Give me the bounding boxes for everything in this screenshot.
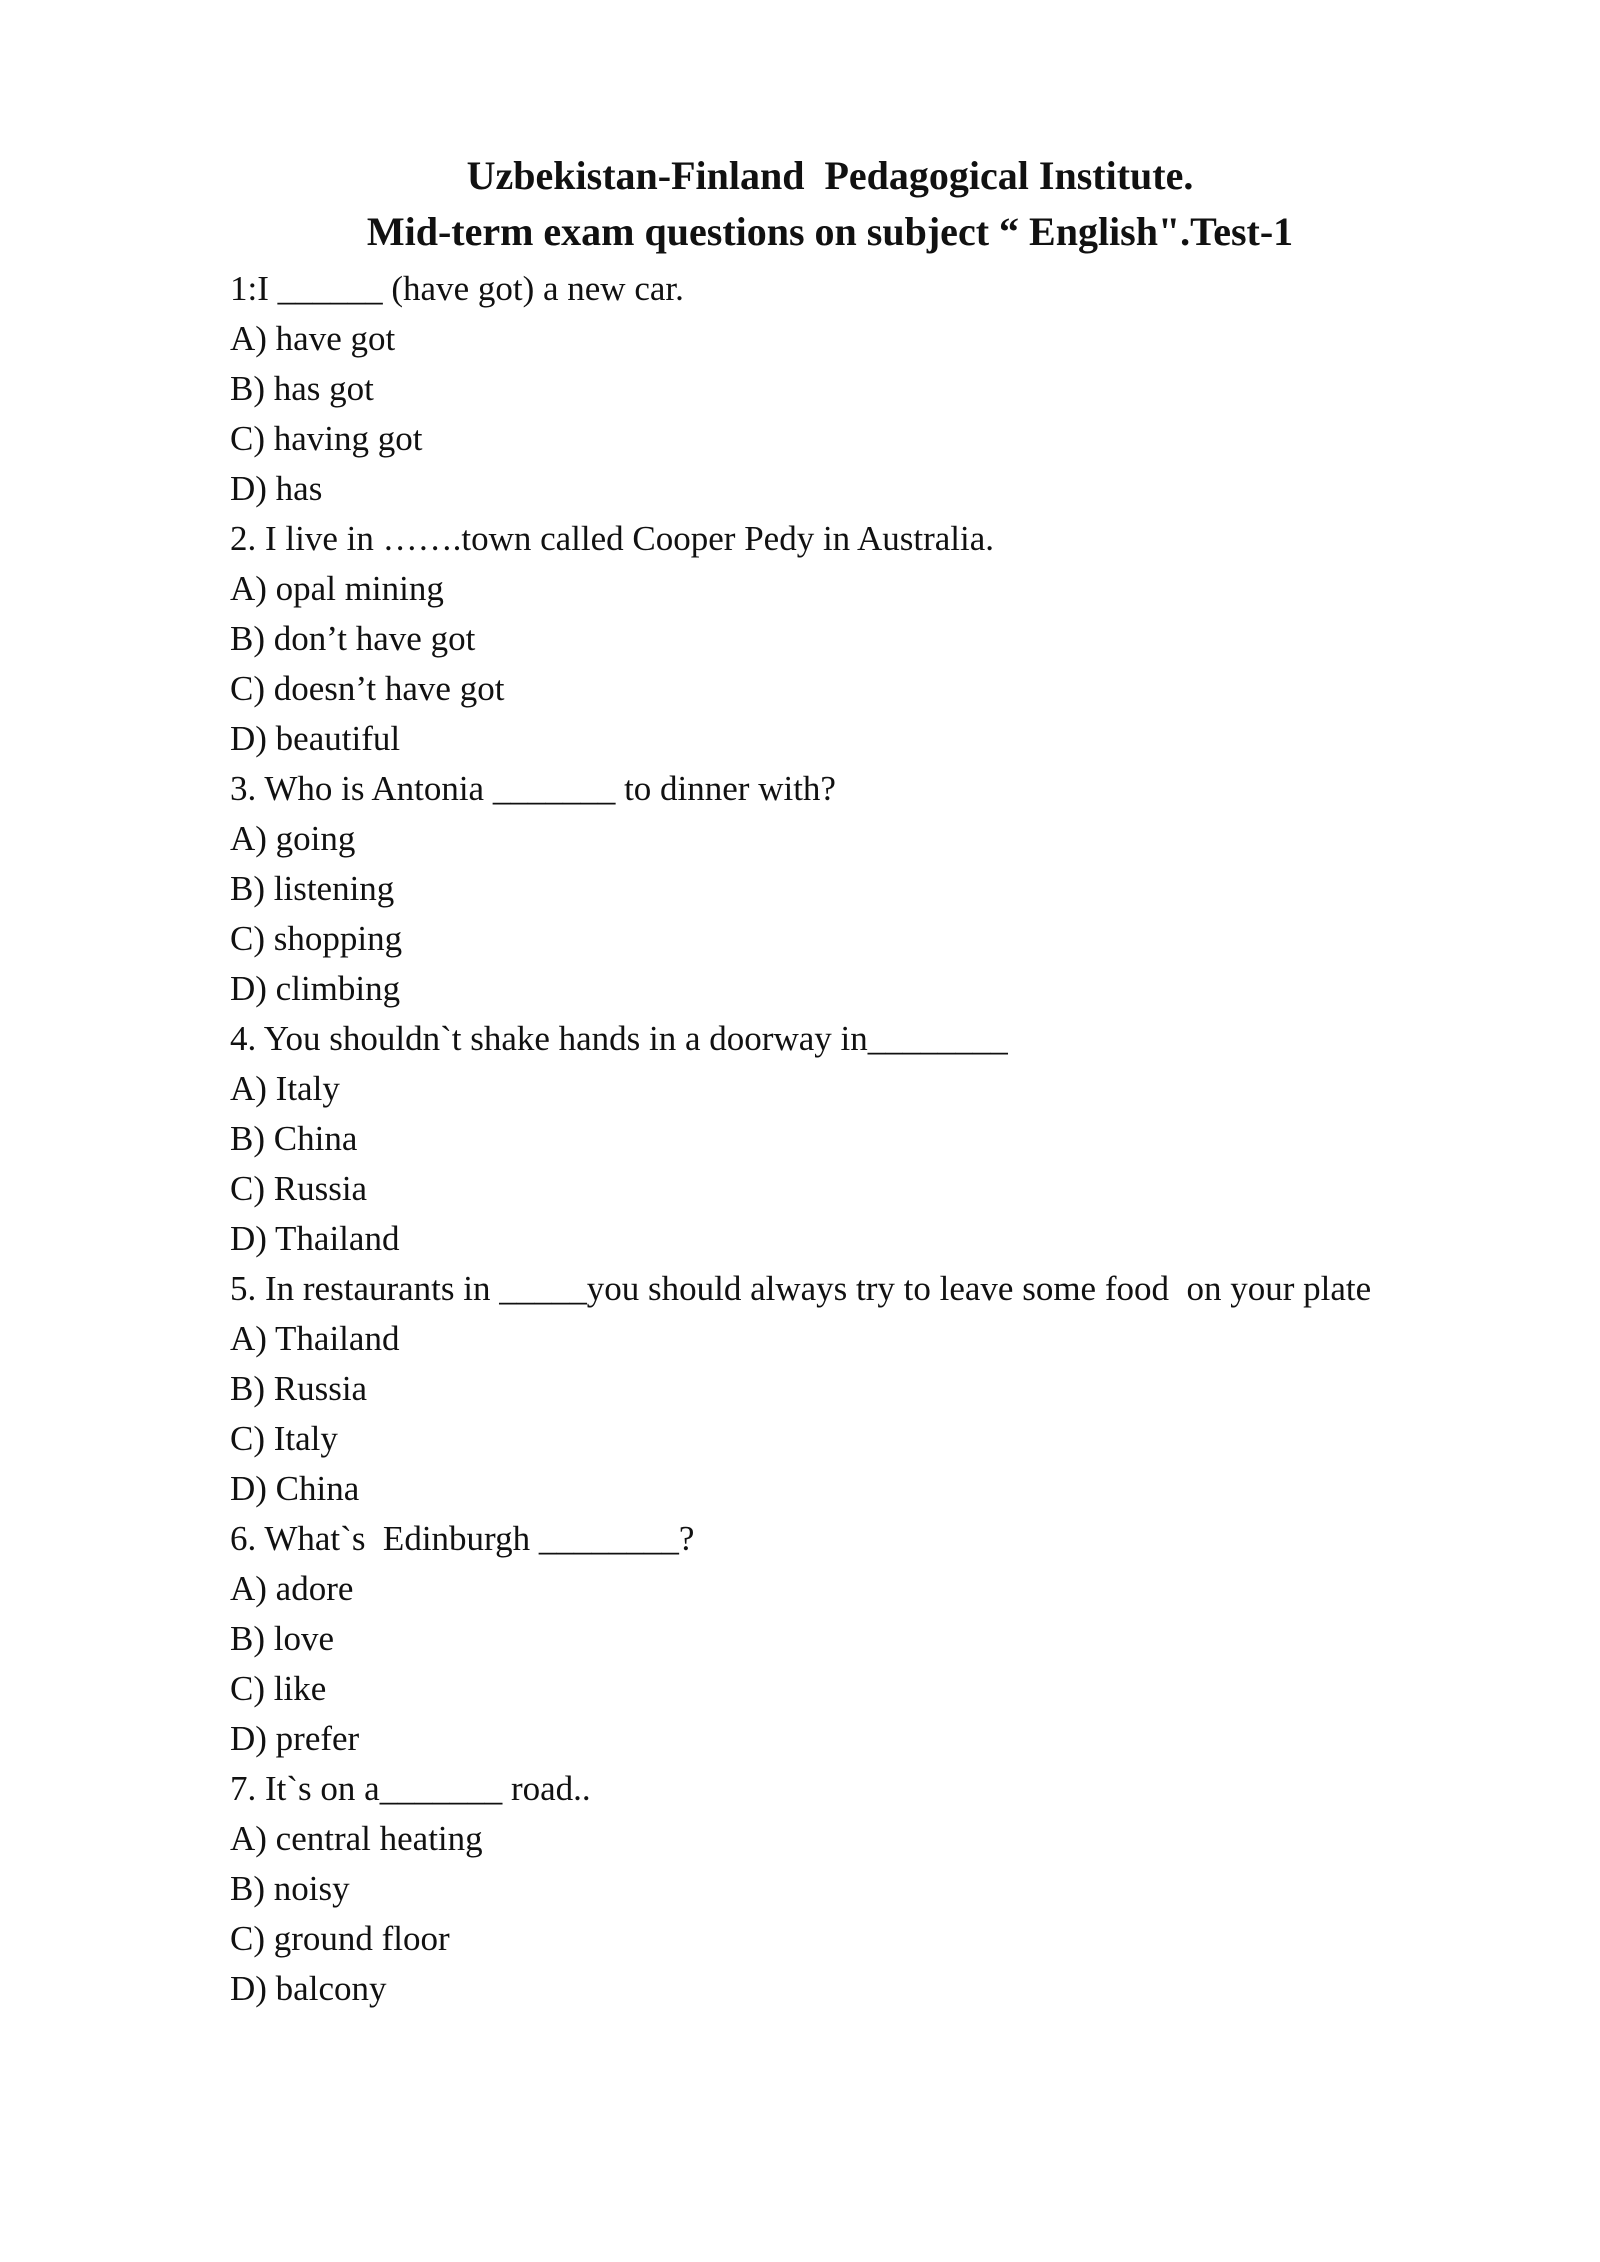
question-2-option-a: A) opal mining	[230, 569, 444, 608]
question-1-option-d: D) has	[230, 469, 323, 508]
question-1-text: 1:I ______ (have got) a new car.	[230, 269, 684, 308]
question-6-option-d: D) prefer	[230, 1719, 360, 1758]
question-7-option-b: B) noisy	[230, 1869, 350, 1908]
question-list	[230, 264, 1530, 2014]
question-1-option-c: C) having got	[230, 419, 423, 458]
question-1-option-a: A) have got	[230, 319, 396, 358]
question-6-text: 6. What`s Edinburgh ________?	[230, 1519, 695, 1558]
exam-title: Mid-term exam questions on subject “ English".Test-1	[366, 209, 1294, 254]
question-3-option-d: D) climbing	[230, 969, 401, 1008]
question-3-option-a: A) going	[230, 819, 356, 858]
question-2-text: 2. I live in …….town called Cooper Pedy in Australia.	[230, 519, 995, 558]
question-4-option-c: C) Russia	[230, 1169, 368, 1208]
question-2-option-b: B) don’t have got	[230, 619, 476, 658]
question-4-text: 4. You shouldn`t shake hands in a doorway in________	[230, 1019, 1008, 1058]
question-6-option-b: B) love	[230, 1619, 335, 1658]
question-3-option-b: B) listening	[230, 869, 395, 908]
question-5-text: 5. In restaurants in _____you should always try to leave some food on your plate	[230, 1269, 1372, 1308]
question-3-text: 3. Who is Antonia _______ to dinner with?	[230, 769, 836, 808]
question-2-option-c: C) doesn’t have got	[230, 669, 505, 708]
question-4-option-b: B) China	[230, 1119, 358, 1158]
question-7-option-a: A) central heating	[230, 1819, 483, 1858]
document-header	[0, 148, 1600, 260]
question-3-option-c: C) shopping	[230, 919, 403, 958]
institution-name: Uzbekistan-Finland Pedagogical Institute.	[466, 153, 1194, 198]
question-7-option-c: C) ground floor	[230, 1919, 450, 1958]
question-5-option-c: C) Italy	[230, 1419, 338, 1458]
question-7-text: 7. It`s on a_______ road..	[230, 1769, 591, 1808]
question-1-option-b: B) has got	[230, 369, 374, 408]
question-5-option-a: A) Thailand	[230, 1319, 400, 1358]
question-6-option-c: C) like	[230, 1669, 327, 1708]
question-7-option-d: D) balcony	[230, 1969, 387, 2008]
question-6-option-a: A) adore	[230, 1569, 354, 1608]
question-4-option-a: A) Italy	[230, 1069, 340, 1108]
question-4-option-d: D) Thailand	[230, 1219, 400, 1258]
question-5-option-d: D) China	[230, 1469, 360, 1508]
question-2-option-d: D) beautiful	[230, 719, 401, 758]
question-5-option-b: B) Russia	[230, 1369, 368, 1408]
